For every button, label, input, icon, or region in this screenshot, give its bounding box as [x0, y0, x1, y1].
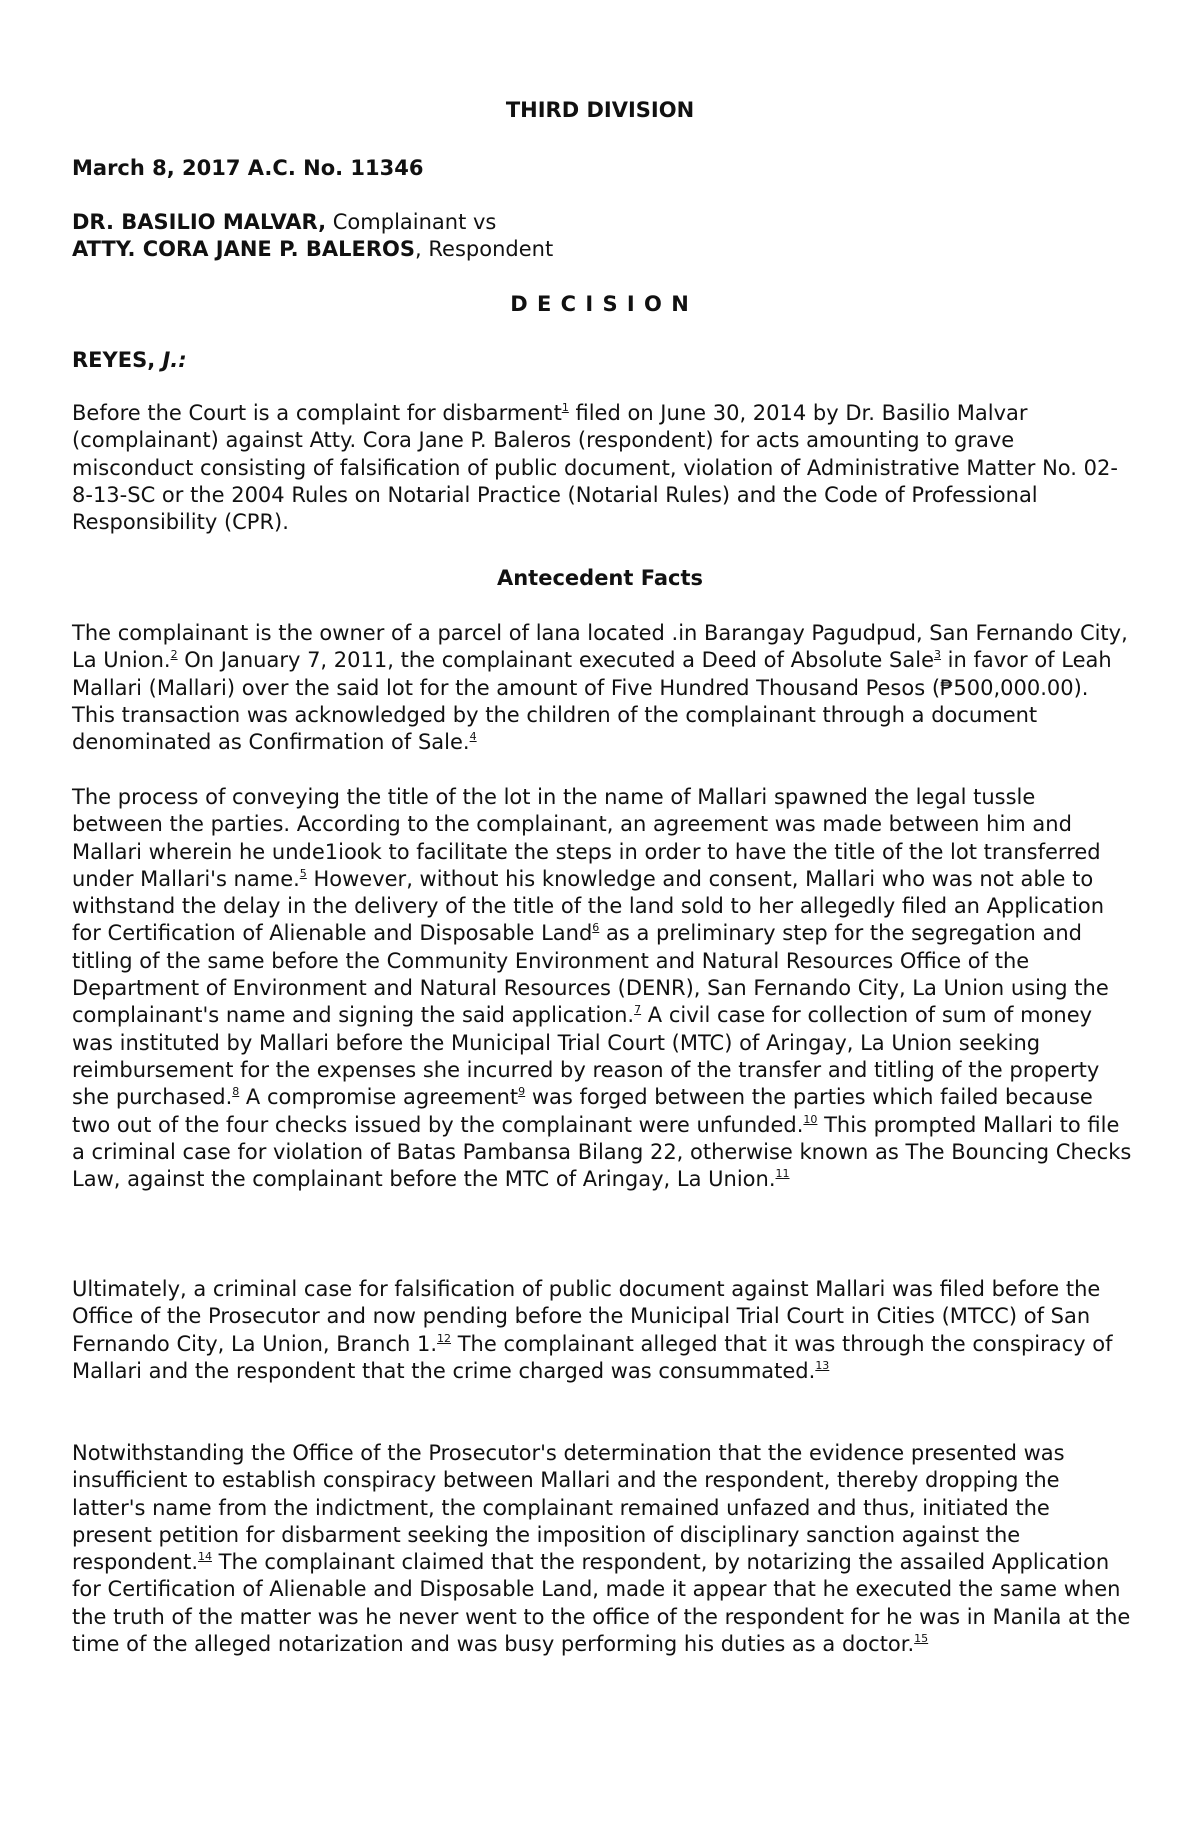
paragraph-intro: [72, 400, 1132, 536]
complainant-name: DR. BASILIO MALVAR,: [72, 210, 327, 234]
footnote-ref-2[interactable]: 2: [170, 648, 178, 662]
p1-text-1: Before the Court is a complaint for disbarment: [72, 401, 562, 425]
section-heading: Antecedent Facts: [496, 566, 704, 590]
p3-text-2: However, without his knowledge and consent, Mallari who was not able to withstand the delay in the delivery of the title of the land sold to her allegedly filed an Application for Certification of Alienable and Disposable Land: [72, 866, 1105, 946]
p3-text-6: was forged between the parties which failed because two out of the four checks issued by the complainant were unfunded.: [72, 1085, 1093, 1137]
p3-text-5: A compromise agreement: [239, 1085, 519, 1110]
footnote-ref-3[interactable]: 3: [933, 648, 941, 662]
footnote-ref-5[interactable]: 5: [299, 866, 307, 880]
p2-text-2: On January 7, 2011, the complainant executed a Deed of Absolute Sale: [177, 648, 934, 673]
paragraph-antecedent-1: [72, 620, 1132, 756]
footnote-ref-12[interactable]: 12: [437, 1331, 452, 1345]
footnote-ref-4[interactable]: 4: [469, 730, 477, 744]
p5-text-1: Notwithstanding the Office of the Prosecutor's determination that the evidence presented was insufficient to establish conspiracy between Mallari and the respondent, thereby dropping the latter's name from the indictment, the complainant remained unfazed and thus, initiated the present petition for disbarment seeking the imposition of disciplinary sanction against the respondent.: [72, 1441, 1065, 1575]
footnote-ref-1[interactable]: 1: [561, 401, 569, 414]
p4-text-2: The complainant alleged that it was through the conspiracy of Mallari and the respondent that the crime charged was consummated.: [72, 1331, 1113, 1383]
footnote-ref-14[interactable]: 14: [198, 1550, 212, 1564]
p2-text-3: in favor of Leah Mallari (Mallari) over the said lot for the amount of Five Hundred Thousand Pesos (₱500,000.00). This transaction was acknowledged by the children of the complainant through a document denominated as Confirmation of Sale.: [72, 648, 1112, 755]
complainant-role: Complainant vs: [326, 210, 497, 234]
date-case-number: March 8, 2017 A.C. No. 11346: [72, 156, 424, 180]
p2-text-1: The complainant is the owner of a parcel of lana located .in Barangay Pagudpud, San Fernando City, La Union.: [72, 621, 1128, 673]
footnote-ref-6[interactable]: 6: [592, 921, 600, 935]
p3-text-3: as a preliminary step for the segregation and titling of the same before the Community Environment and Natural Resources Office of the Department of Environment and Natural Resources (DENR), San Fernando City, La Union using the complainant's name and signing the said application.: [72, 921, 1109, 1028]
footnote-ref-13[interactable]: 13: [815, 1358, 830, 1372]
footnote-ref-10[interactable]: 10: [803, 1112, 818, 1126]
p3-text-4: A civil case for collection of sum of money was instituted by Mallari before the Municipal Trial Court (MTC) of Aringay, La Union seeking reimbursement for the expenses she incurred by reason of the transfer and titling of the property she purchased.: [72, 1003, 1100, 1110]
decision-title: D E C I S I O N: [510, 292, 690, 316]
respondent-name: ATTY. CORA JANE P. BALEROS: [72, 237, 416, 261]
complainant-line: [72, 210, 496, 234]
p5-text-2: The complainant claimed that the respondent, by notarizing the assailed Application for Certification of Alienable and Disposable Land, made it appear that he executed the same when the truth of the matter was he never went to the office of the respondent for he was in Manila at the time of the alleged notarization and was busy performing his duties as a doctor.: [72, 1550, 1131, 1657]
ponente-suffix: J.:: [162, 348, 187, 372]
footnote-ref-9[interactable]: 9: [518, 1085, 526, 1099]
ponente-name: REYES,: [72, 348, 163, 372]
footnote-ref-8[interactable]: 8: [232, 1085, 240, 1099]
ponente: [72, 348, 187, 372]
footnote-ref-15[interactable]: 15: [914, 1632, 929, 1646]
p4-text-1: Ultimately, a criminal case for falsification of public document against Mallari was filed before the Office of the Prosecutor and now pending before the Municipal Trial Court in Cities (MTCC) of San Fernando City, La Union, Branch 1.: [72, 1277, 1101, 1356]
paragraph-antecedent-2: [72, 784, 1132, 1193]
paragraph-antecedent-3: [72, 1276, 1132, 1385]
p1-text-2: filed on June 30, 2014 by Dr. Basilio Malvar (complainant) against Atty. Cora Jane P. Baleros (respondent) for acts amounting to grave misconduct consisting of falsification of public document, violation of Administrative Matter No. 02-8-13-SC or the 2004 Rules on Notarial Practice (Notarial Rules) and the Code of Professional Responsibility (CPR).: [72, 401, 1118, 535]
respondent-role: , Respondent: [415, 237, 554, 261]
p3-text-1: The process of conveying the title of the lot in the name of Mallari spawned the legal tussle between the parties. According to the complainant, an agreement was made between him and Mallari wherein he unde1iook to facilitate the steps in order to have the title of the lot transferred under Mallari's name.: [72, 785, 1101, 891]
respondent-line: [72, 237, 553, 261]
division-heading: THIRD DIVISION: [505, 98, 695, 122]
p3-text-7: This prompted Mallari to file a criminal case for violation of Batas Pambansa Bilang 22, otherwise known as The Bouncing Checks Law, against the complainant before the MTC of Aringay, La Union.: [72, 1112, 1132, 1192]
footnote-ref-11[interactable]: 11: [775, 1167, 790, 1181]
paragraph-antecedent-4: [72, 1440, 1132, 1658]
footnote-ref-7[interactable]: 7: [634, 1003, 642, 1017]
